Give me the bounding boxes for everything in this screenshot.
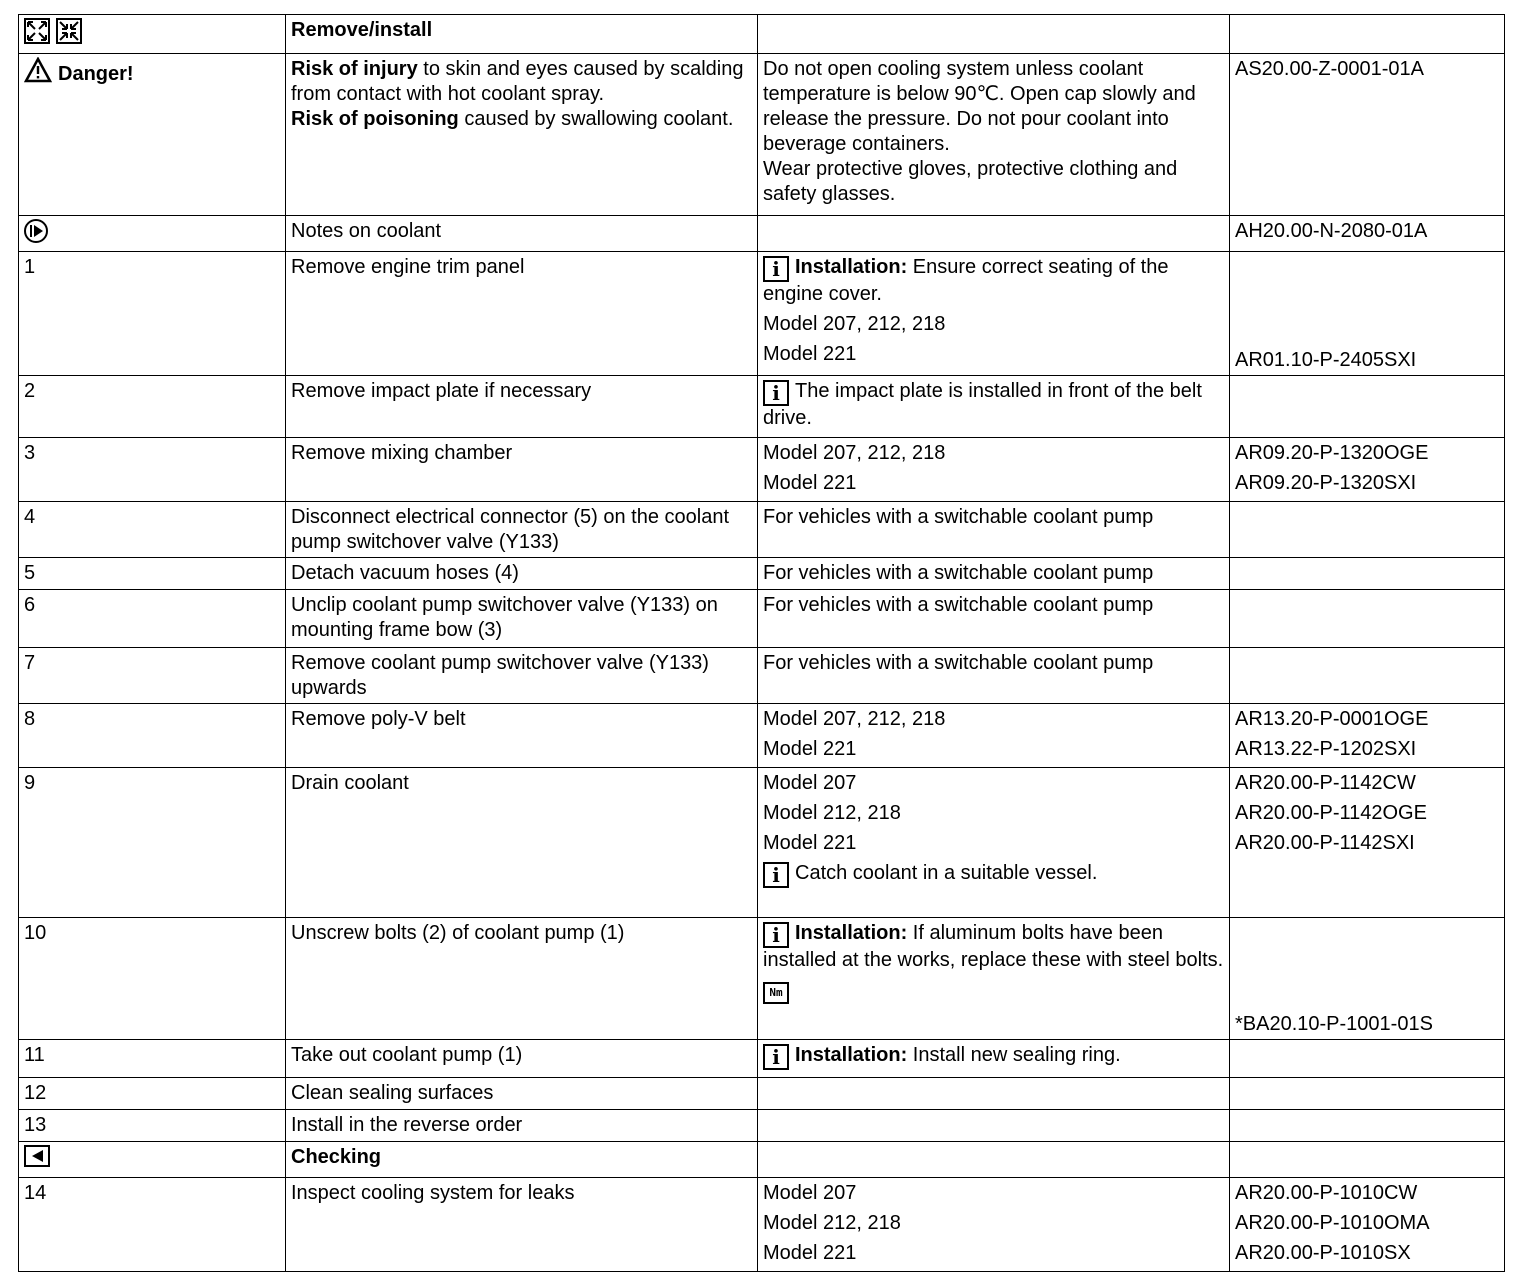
table-row-danger (19, 54, 1505, 216)
table-row: 1 Remove engine trim panel i Installation: Ensure correct seating of the engine cover. Model 207, 212, 218 Model 221 AR01.10-P-2405SXI (19, 252, 1505, 376)
table-row: 12 Clean sealing surfaces (19, 1078, 1505, 1110)
section-title-checking: Checking (291, 1146, 382, 1168)
table-row-checking (19, 1142, 1505, 1178)
danger-ref: AS20.00-Z-0001-01A (1230, 54, 1505, 216)
table-row: 5 Detach vacuum hoses (4) For vehicles with a switchable coolant pump (19, 558, 1505, 590)
table-row: 14 Inspect cooling system for leaks Model 207 Model 212, 218 Model 221 AR20.00-P-1010CW AR20.00-P-1010OMA AR20.00-P-1010SX (19, 1178, 1505, 1272)
table-row: 2 Remove impact plate if necessary i The impact plate is installed in front of the belt drive. (19, 376, 1505, 438)
table-row: 11 Take out coolant pump (1) i Installation: Install new sealing ring. (19, 1040, 1505, 1078)
info-icon: i (763, 1044, 789, 1070)
torque-nm-icon: Nm (763, 982, 789, 1004)
procedure-table (18, 14, 1505, 1272)
table-row: 6 Unclip coolant pump switchover valve (Y133) on mounting frame bow (3) For vehicles with a switchable coolant pump (19, 590, 1505, 648)
table-row: 13 Install in the reverse order (19, 1110, 1505, 1142)
notes-ref: AH20.00-N-2080-01A (1235, 220, 1428, 242)
info-icon: i (763, 862, 789, 888)
remove-install-icons (19, 15, 286, 54)
danger-risks: Risk of injury to skin and eyes caused by scalding from contact with hot coolant spray. Risk of poisoning caused by swallowing coolant. (286, 54, 758, 216)
checking-icon (24, 1145, 50, 1167)
remove-install-icon (24, 18, 82, 44)
warning-triangle-icon (24, 57, 52, 83)
info-icon: i (763, 380, 789, 406)
danger-label: Danger! (58, 63, 134, 85)
table-row: 7 Remove coolant pump switchover valve (Y133) upwards For vehicles with a switchable coolant pump (19, 648, 1505, 704)
danger-cell (19, 54, 286, 216)
table-row-remove-install (19, 15, 1505, 54)
info-icon: i (763, 922, 789, 948)
notes-play-icon (24, 219, 48, 243)
section-title-remove-install: Remove/install (286, 15, 758, 54)
table-row: 10 Unscrew bolts (2) of coolant pump (1) i Installation: If aluminum bolts have been installed at the works, replace these with steel bolts. Nm *BA20.10-P-1001-01S (19, 918, 1505, 1040)
info-icon: i (763, 256, 789, 282)
table-row: 3 Remove mixing chamber Model 207, 212, 218 Model 221 AR09.20-P-1320OGE AR09.20-P-1320SXI (19, 438, 1505, 502)
table-row: 4 Disconnect electrical connector (5) on the coolant pump switchover valve (Y133) For vehicles with a switchable coolant pump (19, 502, 1505, 558)
table-row: 9 Drain coolant Model 207 Model 212, 218 Model 221 i Catch coolant in a suitable vessel. AR20.00-P-1142CW AR20.00-P-1142OGE AR20.00-P-1142SXI (19, 768, 1505, 918)
table-row-notes: Notes on coolant AH20.00-N-2080-01A (19, 216, 1505, 252)
danger-measures: Do not open cooling system unless coolant temperature is below 90℃. Open cap slowly and release the pressure. Do not pour coolant into beverage containers. Wear protective gloves, protective clothing and safety glasses. (758, 54, 1230, 216)
table-row: 8 Remove poly-V belt Model 207, 212, 218 Model 221 AR13.20-P-0001OGE AR13.22-P-1202SXI (19, 704, 1505, 768)
